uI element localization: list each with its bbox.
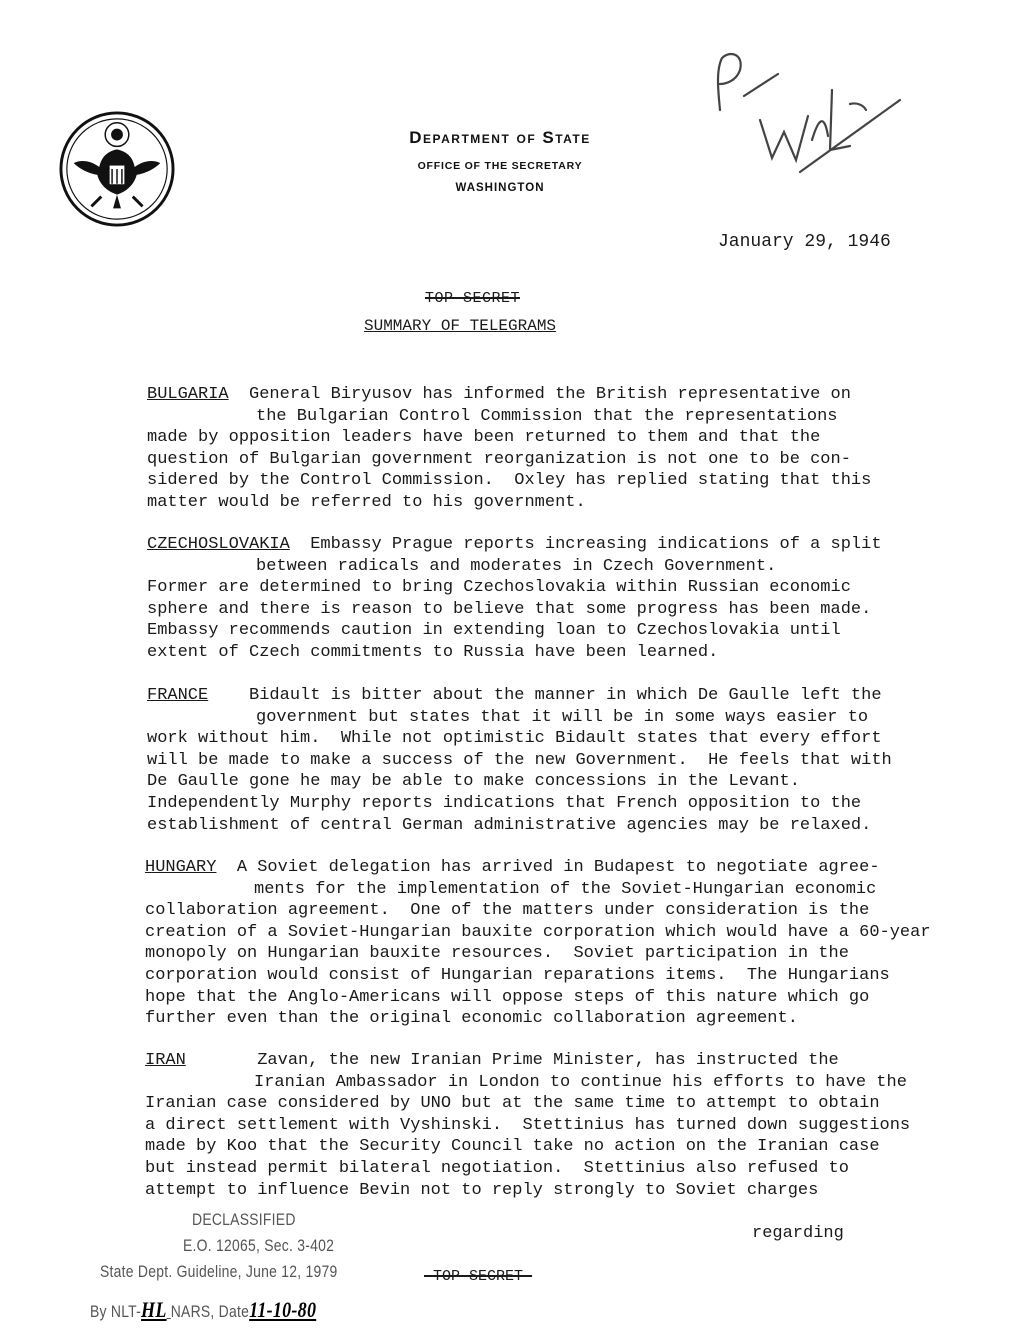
section-line: sidered by the Control Commission. Oxley has replied stating that this <box>147 471 872 491</box>
section-line: corporation would consist of Hungarian reparations items. The Hungarians <box>145 965 890 985</box>
section-line: extent of Czech commitments to Russia have been learned. <box>147 642 719 662</box>
section-line: but instead permit bilateral negotiation. Stettinius also refused to <box>145 1158 849 1178</box>
document-title: SUMMARY OF TELEGRAMS <box>364 317 557 335</box>
section-line: sphere and there is reason to believe that some progress has been made. <box>147 599 872 619</box>
section-heading: FRANCE <box>147 686 209 705</box>
section-line: made by opposition leaders have been returned to them and that the <box>147 428 821 448</box>
section-line: establishment of central German administrative agencies may be relaxed. <box>147 815 872 835</box>
section-first-line: Bidault is bitter about the manner in which De Gaulle left the <box>249 686 882 705</box>
section-line: Iranian Ambassador in London to continue his efforts to have the <box>254 1072 907 1092</box>
section-line: Embassy recommends caution in extending loan to Czechoslovakia until <box>147 621 841 641</box>
section-line: hope that the Anglo-Americans will oppose steps of this nature which go <box>145 987 870 1007</box>
section-first-line: A Soviet delegation has arrived in Budapest to negotiate agree- <box>236 858 880 877</box>
section-line: between radicals and moderates in Czech Government. <box>256 556 777 576</box>
section-iran <box>145 1050 965 1201</box>
section-first-line: Zavan, the new Iranian Prime Minister, has instructed the <box>257 1051 839 1070</box>
section-line: ments for the implementation of the Soviet-Hungarian economic <box>254 879 877 899</box>
section-czechoslovakia <box>147 534 967 664</box>
section-heading: BULGARIA <box>147 385 229 404</box>
section-line: Former are determined to bring Czechoslovakia within Russian economic <box>147 578 851 598</box>
section-first-line: General Biryusov has informed the British representative on <box>249 385 851 404</box>
section-line: further even than the original economic collaboration agreement. <box>145 1009 798 1029</box>
section-heading: HUNGARY <box>145 858 217 877</box>
section-line: collaboration agreement. One of the matters under consideration is the <box>145 901 870 921</box>
section-line: creation of a Soviet-Hungarian bauxite corporation which would have a 60-year <box>145 922 931 942</box>
section-france <box>147 685 967 836</box>
classification-marking: TOP SECRET <box>425 290 521 307</box>
section-line: a direct settlement with Vyshinski. Stettinius has turned down suggestions <box>145 1115 911 1135</box>
section-heading: IRAN <box>145 1051 186 1070</box>
declassified-guideline: State Dept. Guideline, June 12, 1979 <box>100 1262 338 1281</box>
section-hungary <box>145 857 965 1030</box>
section-line: Independently Murphy reports indications that French opposition to the <box>147 793 862 813</box>
section-line: made by Koo that the Security Council take no action on the Iranian case <box>145 1137 880 1157</box>
section-line: question of Bulgarian government reorganization is not one to be con- <box>147 449 851 469</box>
document-date: January 29, 1946 <box>718 232 891 252</box>
section-heading: CZECHOSLOVAKIA <box>147 535 290 554</box>
letterhead-office: OFFICE OF THE SECRETARY <box>417 160 583 172</box>
section-line: will be made to make a success of the new Government. He feels that with <box>147 750 892 770</box>
section-line: attempt to influence Bevin not to reply strongly to Soviet charges <box>145 1180 819 1200</box>
department-of-state-seal <box>58 110 176 228</box>
section-line: Iranian case considered by UNO but at the same time to attempt to obtain <box>145 1094 880 1114</box>
section-line: monopoly on Hungarian bauxite resources. Soviet participation in the <box>145 944 849 964</box>
section-line: work without him. While not optimistic Bidault states that every effort <box>147 729 882 749</box>
letterhead-department: Department of State <box>409 128 591 147</box>
section-line: De Gaulle gone he may be able to make concessions in the Levant. <box>147 772 800 792</box>
continuation-word: regarding <box>752 1224 844 1243</box>
review-date: 11-10-80 <box>249 1297 317 1322</box>
section-line: the Bulgarian Control Commission that the representations <box>256 406 838 426</box>
section-first-line: Embassy Prague reports increasing indications of a split <box>310 535 882 554</box>
handwritten-initials <box>700 40 910 180</box>
declassified-authority: E.O. 12065, Sec. 3-402 <box>183 1236 335 1255</box>
section-line: government but states that it will be in some ways easier to <box>256 707 869 727</box>
declassified-stamp: DECLASSIFIED <box>192 1210 296 1229</box>
letterhead-city: WASHINGTON <box>455 182 545 194</box>
section-bulgaria <box>147 384 967 514</box>
reviewer-id: HL <box>141 1297 167 1322</box>
section-line: matter would be referred to his government. <box>147 492 586 512</box>
declassified-by-line: By NLT-HL NARS, Date11-10-80 <box>90 1297 317 1322</box>
classification-marking-footer: -TOP SECRET- <box>424 1268 533 1285</box>
